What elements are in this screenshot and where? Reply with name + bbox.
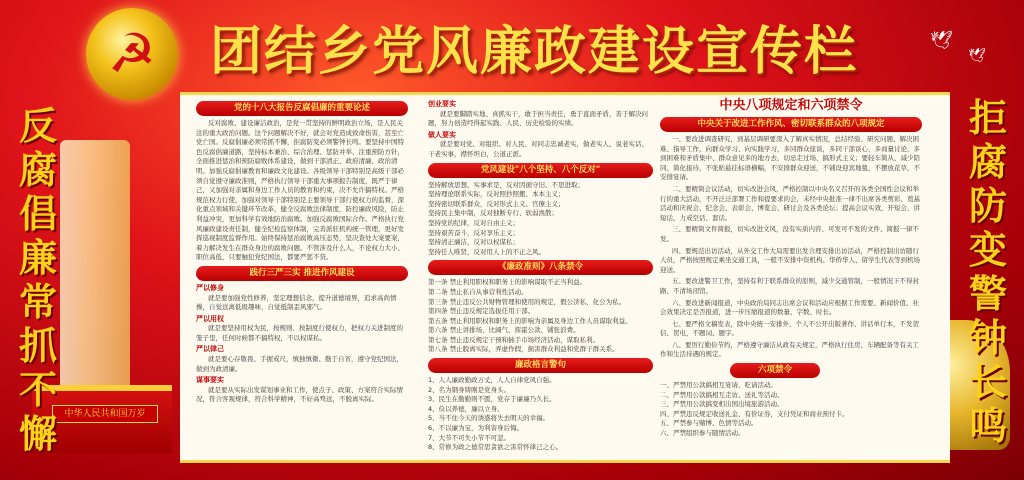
section-heading: 《廉政准则》八条禁令 bbox=[428, 260, 653, 275]
list-item: 坚持任人唯贤，反对用人上的不正之风。 bbox=[428, 247, 545, 256]
list-item: 坚持理论联系实际，反对照抄照搬、本本主义； bbox=[428, 190, 565, 199]
sub-heading: 严以用权 bbox=[196, 314, 224, 323]
slogan-right: 拒 腐 防 变 警 钟 长 鸣 bbox=[968, 96, 1007, 448]
paragraph: 就是要坚持用权为民，按规则、按制度行使权力，把权力关进制度的笼子里，任何时候都不搞特权，不以权谋私。 bbox=[196, 324, 403, 342]
list-item: 7、大节不可失小节不可忽。 bbox=[428, 433, 511, 442]
sub-heading: 严以修身 bbox=[196, 283, 224, 292]
list-item: 1、人人廉政勤政万丈，人人自律党风自强。 bbox=[428, 376, 556, 385]
list-item: 坚持民主集中制，反对独断专行、软弱涣散； bbox=[428, 209, 558, 218]
party-emblem-icon: ☭ bbox=[86, 8, 178, 100]
list-item: 5、当不住今天的诱惑将失去明天的幸福。 bbox=[428, 414, 550, 423]
list-item: 坚持解放思想、实事求是，反对因循守旧、不思进取； bbox=[428, 180, 584, 189]
list-item: 三、严禁用公款搞变相出国出境旅游活动。 bbox=[660, 400, 784, 409]
paragraph: 七、要严格文稿发表，除中央统一安排外，个人不公开出版著作、讲话单行本，不发贺信、贺电，不题词、题字。 bbox=[660, 319, 919, 338]
list-item: 2、名为钢身铸刚是党身头。 bbox=[428, 385, 511, 394]
list-item: 8、常修为政之德常思贪欲之害常怀律己之心。 bbox=[428, 443, 563, 452]
list-item: 第二条 禁止私自从事营利性活动。 bbox=[428, 287, 528, 296]
section-heading: 廉政格言警句 bbox=[428, 358, 653, 373]
list-item: 六、严禁组织参与随情活动。 bbox=[660, 429, 745, 438]
list-item: 坚持艰苦奋斗，反对享乐主义； bbox=[428, 228, 519, 237]
list-item: 第三条 禁止违反公共财物管理和使用的规定，假公济私、化公为私。 bbox=[428, 297, 626, 306]
paragraph: 二、要精简会议活动，切实改进会风，严格控制以中央名义召开的各类全国性会议和举行的重大活动，不开泛泛部署工作和提要求的会，未经中央批准一律不出席各类剪彩、奠基活动和庆祝会、纪念会、表彰会、博览会、研讨会及各类论坛；提高会议实效，开短会、讲短话，力戒空话、套话。 bbox=[660, 184, 920, 222]
list-item: 第一条 禁止利用职权和职务上的影响谋取不正当利益。 bbox=[428, 278, 587, 287]
list-item: 第四条 禁止违反规定选拔任用干部。 bbox=[428, 307, 535, 316]
paragraph: 五、要改进警卫工作，坚持有利于联系群众的原则，减少交通管制，一般情况下不得封路、不清场闭馆。 bbox=[660, 277, 919, 295]
huabiao-pillar bbox=[60, 140, 130, 400]
paragraph: 一、要改进调查研究，到基层调研要深入了解真实情况，总结经验、研究问题、解决困难、指导工作，向群众学习、向实践学习，多同群众座谈，多同干部谈心，多商量讨论，多到困难和矛盾集中、群众意见多的地方去，切忌走过场、搞形式主义；要轻车简从、减少陪同、简化接待，不张贴悬挂标语横幅，不安排群众迎送，不铺设迎宾地毯，不摆放花草，不安排宴请。 bbox=[660, 135, 920, 182]
list-item: 第五条 禁止利用职权和职务上的影响为亲属及身边工作人员谋取利益。 bbox=[428, 316, 632, 325]
paragraph: 反对腐败、建设廉洁政治，是党一贯坚持的鲜明政治立场，是人民关注的重大政治问题。这个问题解决不好，就会对党造成致命伤害，甚至亡党亡国。反腐倡廉必须常抓不懈，拒腐防变必须警钟长鸣。要坚持中国特色反腐倡廉道路，坚持标本兼治、综合治理、惩防并举、注重预防方针，全面推进惩治和预防腐败体系建设，做到干部清正、政府清廉、政治清明。加强反腐倡廉教育和廉政文化建设。各级领导干部特别是高级干部必须自觉遵守廉政准则，严格执行领导干部重大事项报告制度，既严于律己，又加强对亲属和身边工作人员的教育和约束，决不允许搞特权。严格规范权力行使，加强对领导干部特别是主要领导干部行使权力的监督，深化重点领域和关键环节改革，健全反腐败法律制度，防控廉政风险，防止利益冲突，更加科学有效地防治腐败。加强反腐败国际合作。严格执行党风廉政建设责任制，健全纪检监察体制，完善派驻机构统一管理，更好发挥巡视制度监督作用。始终保持惩治腐败高压态势，坚决查处大案要案，着力解决发生在群众身边的腐败问题。不管涉及什么人，不论权力大小、职位高低，只要触犯党纪国法，都要严惩不贷。 bbox=[196, 119, 404, 262]
list-item: 坚持密切联系群众，反对形式主义、官僚主义； bbox=[428, 199, 565, 208]
list-item: 6、不以廉为宝，为利害身后悔。 bbox=[428, 424, 524, 433]
list-item: 四、严禁违反规定收送礼金、有价证券，支付凭证和商业预付卡。 bbox=[660, 409, 849, 418]
paragraph: 四、要规范出访活动，从外交工作大局需要出发合理安排出访活动，严格控制出访随行人员，严格按照规定乘坐交通工具，一般不安排中资机构、华侨华人、留学生代表等到机场迎送。 bbox=[660, 246, 920, 274]
paragraph: 就是要加强党性修养，坚定理想信念，提升道德境界，追求高尚情操，自觉远离低级趣味，自觉抵制歪风邪气。 bbox=[196, 293, 397, 312]
paragraph: 六、要改进新闻报道，中央政治局同志出席会议和活动应根据工作需要、新闻价值、社会效果决定是否报道，进一步压缩报道的数量、字数、时长。 bbox=[660, 298, 919, 317]
dove-icon: 🕊 bbox=[968, 48, 986, 64]
column-left bbox=[196, 98, 408, 407]
paragraph: 就是要对党、对组织、对人民、对同志忠诚老实，做老实人、说老实话、干老实事，襟怀坦白，公道正派。 bbox=[428, 140, 648, 158]
sub-heading: 做人要实 bbox=[428, 130, 456, 139]
list-item: 一、严禁用公款搞相互宴请、吃请活动。 bbox=[660, 381, 777, 390]
paragraph: 就是要脚踏实地、真抓实干，敢于担当责任，勇于直面矛盾，善于解决问题，努力创造经得起实践、人民、历史检验的实绩。 bbox=[428, 109, 648, 128]
board-title: 团结乡党风廉政建设宣传栏 bbox=[210, 22, 859, 82]
dove-icon: 🕊 bbox=[930, 30, 953, 51]
list-item: 二、严禁用公款搞相互走访、送礼等活动。 bbox=[660, 390, 784, 399]
section-heading: 党的十八大报告反腐倡廉的重要论述 bbox=[196, 101, 408, 116]
list-item: 4、俭以养德，廉以立身。 bbox=[428, 404, 504, 413]
sub-heading: 严以律己 bbox=[196, 345, 224, 354]
section-heading: 六项禁令 bbox=[730, 363, 820, 378]
slogan-left: 反 腐 倡 廉 常 抓 不 懈 bbox=[18, 104, 57, 456]
section-heading: 党风建设"八个坚持、八个反对" bbox=[428, 163, 653, 178]
column-right bbox=[660, 98, 922, 439]
column-middle bbox=[428, 98, 653, 453]
sub-heading: 创业要实 bbox=[428, 100, 456, 108]
paragraph: 就是要从实际出发谋划事业和工作，使点子、政策、方案符合实际情况，符合客观规律，符合科学精神，不好高骛远，不脱离实际。 bbox=[196, 385, 403, 404]
gate-sign: 中华人民共和国万岁 bbox=[52, 405, 158, 423]
section-heading: 中央关于改进工作作风、密切联系群众的八项规定 bbox=[660, 117, 922, 132]
paragraph: 就是要心存敬畏、手握戒尺，慎独慎微、勤于自省，遵守党纪国法，做到为政清廉。 bbox=[196, 355, 403, 373]
list-item: 第六条 禁止讲排场、比阔气、挥霍公款、铺张浪费。 bbox=[428, 326, 580, 335]
column-title: 中央八项规定和六项禁令 bbox=[719, 98, 863, 113]
list-item: 第七条 禁止违反规定干预和插手市场经济活动，谋取私利。 bbox=[428, 335, 600, 344]
sub-heading: 谋事要实 bbox=[196, 376, 224, 385]
paragraph: 八、要厉行勤俭节约，严格遵守廉洁从政有关规定，严格执行住房、车辆配备等有关工作和生活待遇的规定。 bbox=[660, 340, 919, 359]
list-item: 坚持党的纪律，反对自由主义； bbox=[428, 218, 519, 227]
list-item: 第八条 禁止脱离实际，弄虚作假，损害群众利益和党群干群关系。 bbox=[428, 345, 619, 354]
list-item: 五、严禁参与赌博、色情等活动。 bbox=[660, 419, 758, 428]
section-heading: 践行三严三实 推进作风建设 bbox=[196, 266, 408, 281]
list-item: 坚持清正廉洁，反对以权谋私； bbox=[428, 238, 519, 247]
paragraph: 三、要精简文件简报，切实改进文风，没有实质内容、可发可不发的文件、简报一律不发。 bbox=[660, 225, 919, 243]
list-item: 3、民生在勤勤则不匮，党存于廉廉乃久长。 bbox=[428, 395, 556, 404]
